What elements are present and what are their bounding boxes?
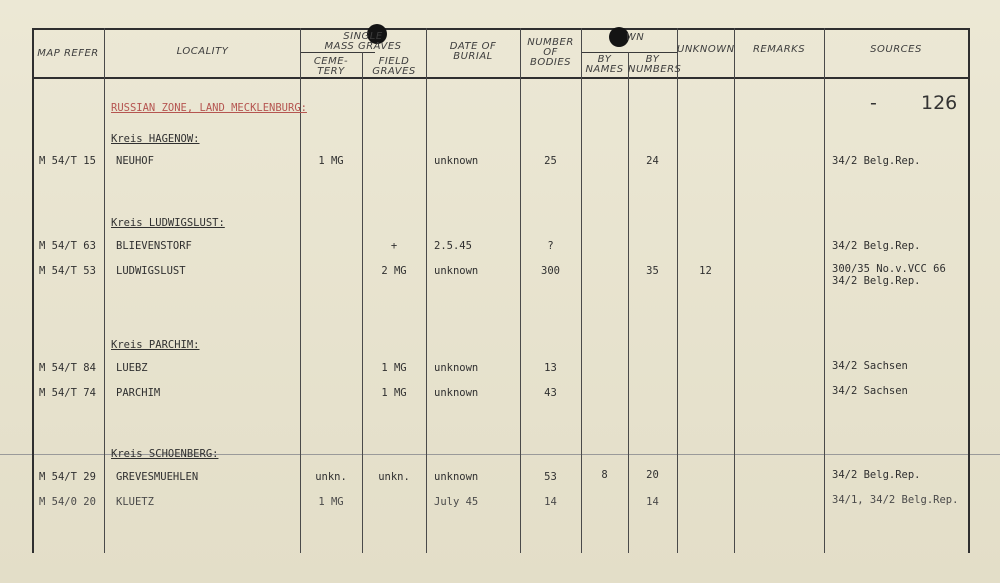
- locality-name: NEUHOF: [116, 155, 154, 167]
- sources-value: 34/2 Belg.Rep.: [832, 155, 921, 167]
- field-graves-value: 1 MG: [381, 387, 407, 399]
- locality-name: LUEBZ: [116, 362, 148, 374]
- map-reference: M 54/0 20: [39, 496, 96, 508]
- header-map-refer: MAP REFER: [37, 48, 99, 59]
- sources-value: 34/2 Sachsen: [832, 360, 908, 372]
- field-graves-value: 2 MG: [381, 265, 407, 277]
- by-numbers-value: 20: [646, 469, 659, 481]
- field-graves-value: 1 MG: [381, 362, 407, 374]
- header-cemetery: CEME- TERY: [313, 56, 349, 77]
- header-date-of-burial: DATE OF BURIAL: [449, 41, 497, 62]
- col-divider-sources: [824, 28, 825, 553]
- header-by-numbers: BY NUMBERS: [628, 54, 682, 75]
- by-names-value: 8: [601, 469, 608, 481]
- col-divider-remarks: [734, 28, 735, 553]
- sources-value: 34/2 Sachsen: [832, 385, 908, 397]
- col-divider-locality: [104, 28, 105, 553]
- section-title: Kreis PARCHIM:: [111, 339, 200, 351]
- header-single-mass-graves: SINGLE MASS GRAVES: [324, 31, 402, 52]
- page-number-dash: -: [870, 92, 877, 114]
- header-known: WN: [625, 32, 645, 43]
- header-subdivider: [300, 52, 375, 53]
- bodies-count: ?: [547, 240, 554, 252]
- by-numbers-value: 14: [646, 496, 659, 508]
- header-locality: LOCALITY: [176, 46, 229, 57]
- locality-name: GREVESMUEHLEN: [116, 471, 199, 483]
- sources-value: 34/1, 34/2 Belg.Rep.: [832, 494, 959, 506]
- section-title: Kreis LUDWIGSLUST:: [111, 217, 225, 229]
- locality-name: PARCHIM: [116, 387, 161, 399]
- locality-name: KLUETZ: [116, 496, 154, 508]
- sources-value: 34/2 Belg.Rep.: [832, 240, 921, 252]
- section-title: Kreis HAGENOW:: [111, 133, 200, 145]
- bodies-count: 25: [544, 155, 557, 167]
- map-reference: M 54/T 74: [39, 387, 96, 399]
- cemetery-value: 1 MG: [318, 496, 344, 508]
- header-remarks: REMARKS: [752, 44, 806, 55]
- bodies-count: 53: [544, 471, 557, 483]
- map-reference: M 54/T 53: [39, 265, 96, 277]
- map-reference: M 54/T 15: [39, 155, 96, 167]
- locality-name: LUDWIGSLUST: [116, 265, 186, 277]
- sources-value: 34/2 Belg.Rep.: [832, 469, 921, 481]
- header-field-graves: FIELD GRAVES: [372, 56, 416, 77]
- map-reference: M 54/T 63: [39, 240, 96, 252]
- locality-name: BLIEVENSTORF: [116, 240, 192, 252]
- left-border: [32, 28, 34, 553]
- date-of-burial-value: unknown: [434, 265, 479, 277]
- bodies-count: 13: [544, 362, 557, 374]
- map-reference: M 54/T 84: [39, 362, 96, 374]
- bodies-count: 14: [544, 496, 557, 508]
- date-of-burial-value: unknown: [434, 155, 479, 167]
- header-number-of-bodies: NUMBER OF BODIES: [527, 37, 574, 68]
- date-of-burial-value: July 45: [434, 496, 479, 508]
- date-of-burial-value: unknown: [434, 387, 479, 399]
- zone-title: RUSSIAN ZONE, LAND MECKLENBURG:: [111, 102, 307, 114]
- right-border: [968, 28, 970, 553]
- col-divider-unknown: [677, 28, 678, 553]
- cemetery-value: unkn.: [315, 471, 347, 483]
- date-of-burial-value: unknown: [434, 471, 479, 483]
- unknown-value: 12: [699, 265, 712, 277]
- by-numbers-value: 24: [646, 155, 659, 167]
- page-number: 126: [921, 92, 958, 114]
- bodies-count: 43: [544, 387, 557, 399]
- field-graves-value: unkn.: [378, 471, 410, 483]
- header-bottom-border: [32, 77, 970, 79]
- by-numbers-value: 35: [646, 265, 659, 277]
- map-reference: M 54/T 29: [39, 471, 96, 483]
- section-title: Kreis SCHOENBERG:: [111, 448, 219, 460]
- field-graves-value: +: [390, 240, 398, 252]
- sources-value: 300/35 No.v.VCC 66 34/2 Belg.Rep.: [832, 263, 946, 287]
- date-of-burial-value: 2.5.45: [434, 240, 472, 252]
- cemetery-value: 1 MG: [318, 155, 344, 167]
- col-divider-date: [426, 28, 427, 553]
- bodies-count: 300: [541, 265, 560, 277]
- header-sources: SOURCES: [870, 44, 922, 55]
- top-border: [32, 28, 970, 30]
- header-by-names: BY NAMES: [585, 54, 624, 75]
- header-unknown: UNKNOWN: [677, 44, 735, 55]
- date-of-burial-value: unknown: [434, 362, 479, 374]
- header-subdivider-2: [581, 52, 677, 53]
